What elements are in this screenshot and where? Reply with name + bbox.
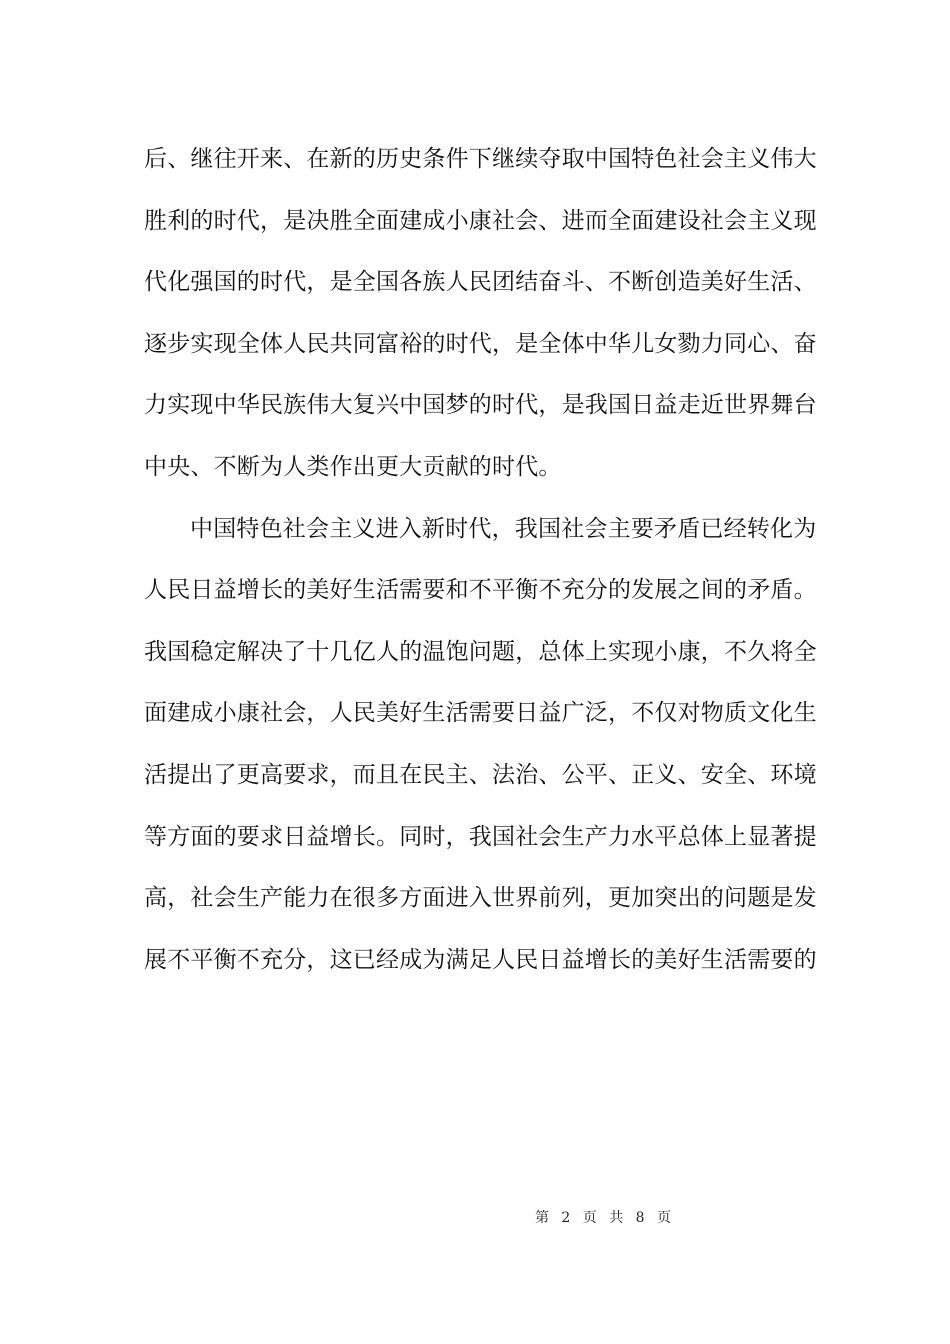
text-line: 活提出了更高要求，而且在民主、法治、公平、正义、安全、环境 [144, 761, 817, 788]
text-line: 逐步实现全体人民共同富裕的时代，是全体中华儿女勠力同心、奋 [144, 330, 817, 357]
text-line: 我国稳定解决了十几亿人的温饱问题，总体上实现小康，不久将全 [144, 638, 817, 665]
paragraph-start-line: 中国特色社会主义进入新时代，我国社会主要矛盾已经转化为 [190, 515, 817, 542]
text-line: 等方面的要求日益增长。同时，我国社会生产力水平总体上显著提 [144, 823, 817, 850]
page-number: 第 2 页 共 8 页 [534, 1210, 676, 1226]
text-line: 代化强国的时代，是全国各族人民团结奋斗、不断创造美好生活、 [144, 269, 817, 296]
text-line: 面建成小康社会，人民美好生活需要日益广泛，不仅对物质文化生 [144, 700, 817, 727]
text-line: 力实现中华民族伟大复兴中国梦的时代，是我国日益走近世界舞台 [144, 392, 817, 419]
text-line: 中央、不断为人类作出更大贡献的时代。 [144, 453, 562, 480]
text-line: 人民日益增长的美好生活需要和不平衡不充分的发展之间的矛盾。 [144, 577, 817, 604]
body-text [144, 136, 817, 998]
page-footer [0, 1208, 950, 1228]
text-line: 展不平衡不充分，这已经成为满足人民日益增长的美好生活需要的 [144, 946, 817, 973]
text-line: 高，社会生产能力在很多方面进入世界前列，更加突出的问题是发 [144, 885, 817, 912]
text-line: 胜利的时代，是决胜全面建成小康社会、进而全面建设社会主义现 [144, 207, 817, 234]
text-line: 后、继往开来、在新的历史条件下继续夺取中国特色社会主义伟大 [144, 146, 817, 172]
